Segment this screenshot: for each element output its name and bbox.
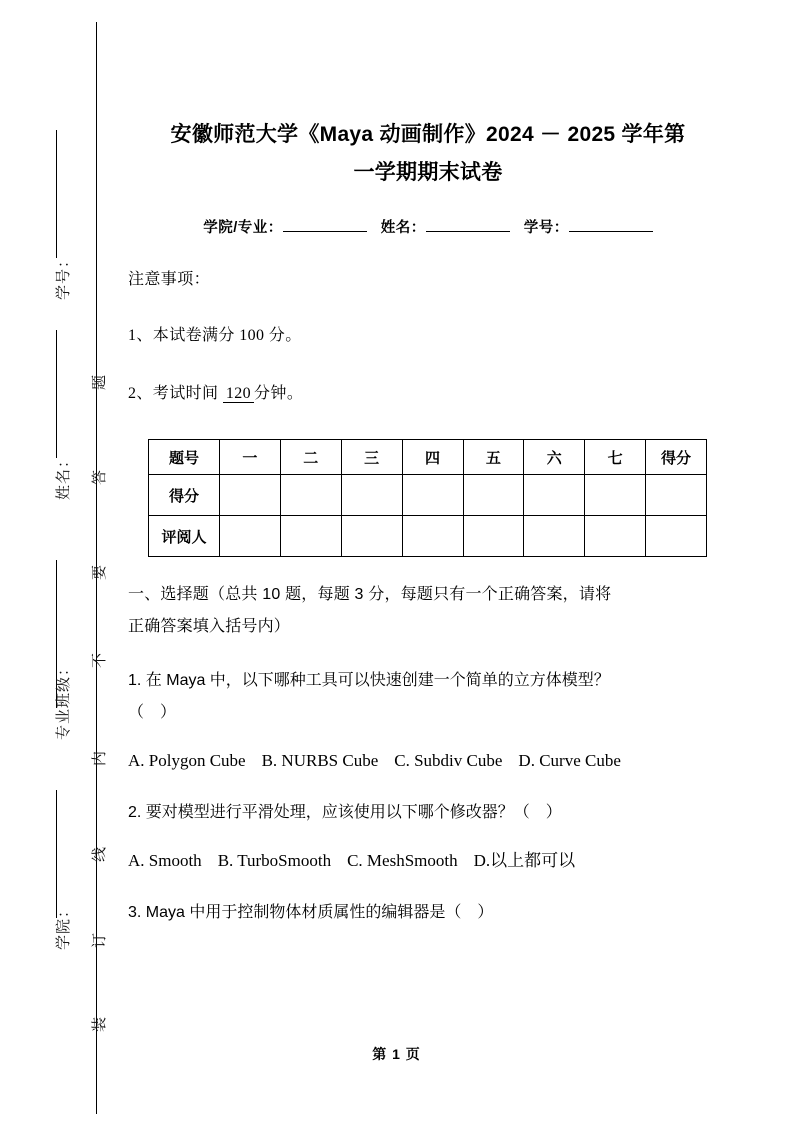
note-time-suffix: 分钟。 <box>254 385 304 402</box>
page-title <box>128 0 728 192</box>
sidebar-mark-8: 装 <box>91 1016 108 1032</box>
question-list <box>128 665 728 929</box>
sidebar-mark-2: 答 <box>91 469 108 485</box>
sidebar-rule-segment-2 <box>56 330 57 458</box>
question-item <box>128 665 728 775</box>
section-heading-line-2: 正确答案填入括号内） <box>128 618 291 635</box>
question-options <box>128 847 728 875</box>
notes-heading: 注意事项： <box>128 271 211 288</box>
sidebar-label-4: 学院： <box>55 901 72 950</box>
note-item-2 <box>128 381 728 407</box>
score-table-cell[interactable] <box>585 516 646 557</box>
question-option[interactable]: D. Curve Cube <box>518 751 621 770</box>
section-heading <box>128 579 728 643</box>
binding-sidebar <box>0 0 110 1122</box>
field-student-id <box>524 220 653 236</box>
question-option[interactable]: A. Polygon Cube <box>128 751 246 770</box>
question-text-line-2: （ ） <box>128 704 177 721</box>
field-name-label: 姓名： <box>380 220 426 236</box>
title-line-1: 安徽师范大学《Maya 动画制作》2024 － 2025 学年第 <box>170 123 686 146</box>
score-table-cell[interactable] <box>524 516 585 557</box>
sidebar-mark-6: 线 <box>91 846 108 862</box>
score-table-cell[interactable] <box>220 475 281 516</box>
score-table-header-cell: 四 <box>402 440 463 475</box>
question-option[interactable]: D.以上都可以 <box>473 851 576 870</box>
question-option[interactable]: C. MeshSmooth <box>347 851 458 870</box>
sidebar-mark-3: 要 <box>91 564 108 580</box>
question-text-line-1: 1. 在 Maya 中，以下哪种工具可以快速创建一个简单的立方体模型？ <box>128 672 610 689</box>
score-table-row <box>149 516 707 557</box>
field-student-id-blank[interactable] <box>569 217 653 232</box>
question-item <box>128 797 728 875</box>
section-heading-line-1: 一、选择题（总共 10 题，每题 3 分，每题只有一个正确答案，请将 <box>128 586 612 603</box>
score-table-cell[interactable] <box>463 516 524 557</box>
paper-content <box>128 0 728 929</box>
notes-section <box>128 267 728 407</box>
score-table-cell[interactable] <box>463 475 524 516</box>
score-table-header-cell: 五 <box>463 440 524 475</box>
title-line-2: 一学期期末试卷 <box>353 161 503 184</box>
question-option[interactable]: B. TurboSmooth <box>217 851 332 870</box>
score-table-container <box>148 439 728 557</box>
score-table-cell[interactable] <box>585 475 646 516</box>
question-options <box>128 747 728 775</box>
sidebar-label-2: 姓名： <box>55 451 72 500</box>
question-option[interactable]: A. Smooth <box>128 851 202 870</box>
question-text-line-1: 3. Maya 中用于控制物体材质属性的编辑器是（ ） <box>128 904 494 921</box>
score-table-cell[interactable] <box>646 475 707 516</box>
score-table-header-row <box>149 440 707 475</box>
field-college-major-blank[interactable] <box>283 217 367 232</box>
score-table-row-label: 得分 <box>149 475 220 516</box>
note-item-1: 1、本试卷满分 100 分。 <box>128 327 302 344</box>
page-footer <box>0 1044 793 1064</box>
note-time-prefix: 2、考试时间 <box>128 385 219 402</box>
page-number-label: 第 1 页 <box>372 1046 421 1062</box>
score-table-header-cell: 一 <box>220 440 281 475</box>
question-option[interactable]: C. Subdiv Cube <box>394 751 503 770</box>
sidebar-mark-7: 订 <box>91 932 108 948</box>
score-table-row-label: 评阅人 <box>149 516 220 557</box>
score-table-cell[interactable] <box>402 516 463 557</box>
question-text-line-1: 2. 要对模型进行平滑处理，应该使用以下哪个修改器？（ ） <box>128 804 562 821</box>
field-college-major <box>203 220 367 236</box>
score-table-cell[interactable] <box>220 516 281 557</box>
sidebar-label-1: 学号： <box>55 251 72 300</box>
score-table-cell[interactable] <box>402 475 463 516</box>
sidebar-label-3: 专业班级： <box>55 659 72 740</box>
field-name-blank[interactable] <box>426 217 510 232</box>
sidebar-mark-5: 内 <box>91 750 108 766</box>
score-table <box>148 439 707 557</box>
sidebar-mark-4: 不 <box>91 652 108 668</box>
score-table-header-cell: 三 <box>341 440 402 475</box>
question-text <box>128 665 728 729</box>
score-table-header-cell: 得分 <box>646 440 707 475</box>
sidebar-rule-segment-1 <box>56 130 57 258</box>
question-text <box>128 897 728 929</box>
note-time-value: 120 <box>223 385 254 403</box>
question-item <box>128 897 728 929</box>
score-table-cell[interactable] <box>280 475 341 516</box>
field-college-major-label: 学院/专业： <box>203 220 283 236</box>
score-table-header-cell: 六 <box>524 440 585 475</box>
student-info-row <box>128 216 728 237</box>
field-student-id-label: 学号： <box>523 220 569 236</box>
score-table-cell[interactable] <box>646 516 707 557</box>
question-option[interactable]: B. NURBS Cube <box>261 751 379 770</box>
score-table-header-cell: 七 <box>585 440 646 475</box>
sidebar-rule-segment-4 <box>56 790 57 918</box>
field-name <box>381 220 510 236</box>
question-text <box>128 797 728 829</box>
score-table-header-cell: 二 <box>280 440 341 475</box>
score-table-cell[interactable] <box>280 516 341 557</box>
score-table-row <box>149 475 707 516</box>
score-table-corner-cell: 题号 <box>149 440 220 475</box>
score-table-cell[interactable] <box>524 475 585 516</box>
score-table-cell[interactable] <box>341 475 402 516</box>
sidebar-mark-1: 题 <box>91 374 108 390</box>
score-table-cell[interactable] <box>341 516 402 557</box>
